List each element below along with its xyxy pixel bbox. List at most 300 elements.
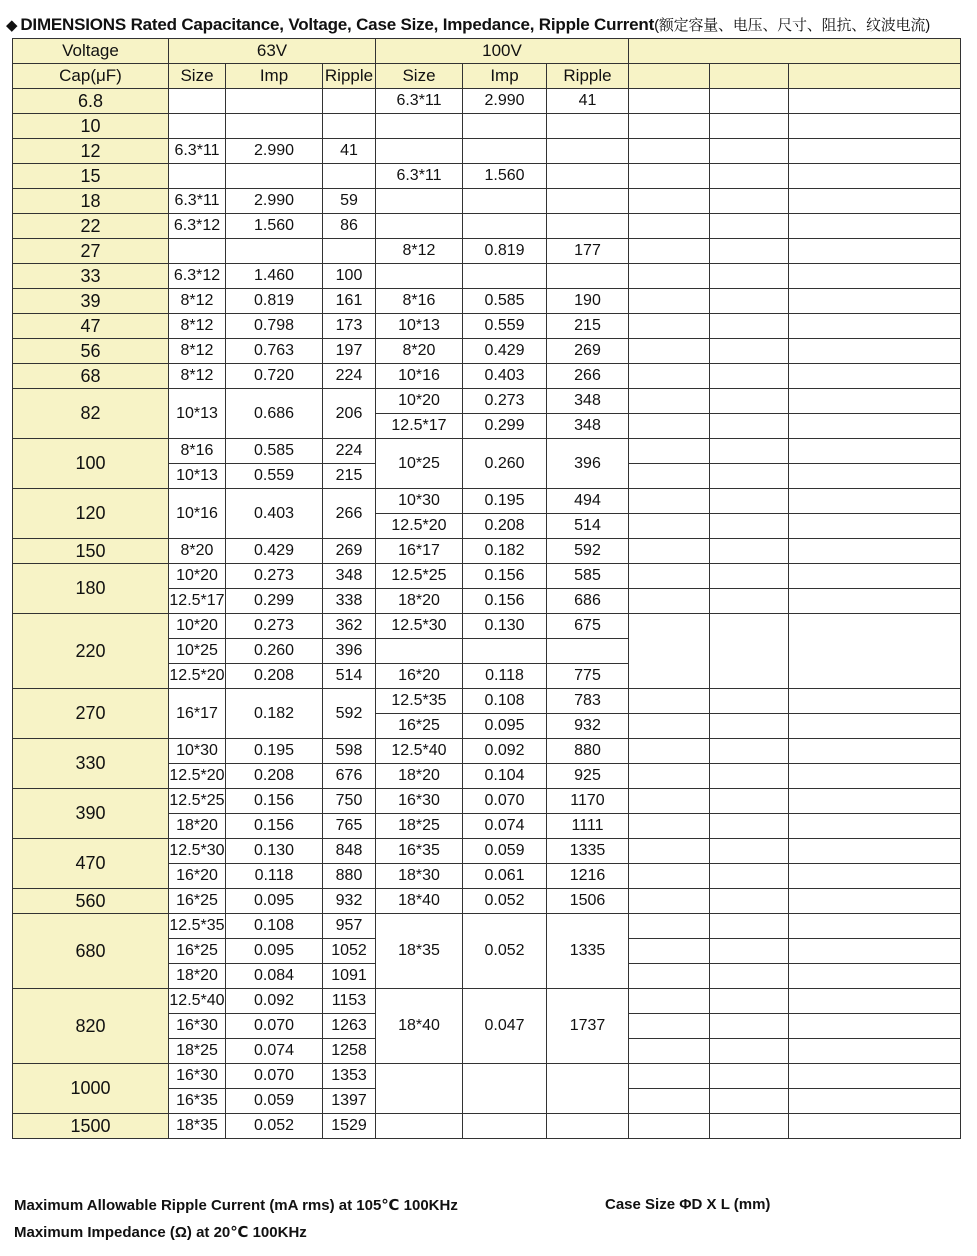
v100-imp: 0.095 [463, 714, 547, 739]
cap-value: 27 [13, 239, 169, 264]
v100-ripple: 190 [547, 289, 629, 314]
v63-ripple: 338 [323, 589, 376, 614]
empty-cell [629, 539, 710, 564]
v63-size: 16*25 [169, 889, 226, 914]
v63-imp: 0.208 [226, 664, 323, 689]
v63-empty-cell [169, 164, 226, 189]
v63-size: 6.3*12 [169, 214, 226, 239]
v100-ripple [547, 639, 629, 664]
empty-cell [789, 814, 961, 839]
v100-size: 18*40 [376, 989, 463, 1064]
table-row [13, 89, 961, 114]
empty-cell [789, 1089, 961, 1114]
empty-cell [710, 914, 789, 939]
empty-cell [710, 1014, 789, 1039]
table-row [13, 689, 961, 714]
cap-value: 18 [13, 189, 169, 214]
v63-size: 10*13 [169, 389, 226, 439]
v100-ripple: 775 [547, 664, 629, 689]
v63-ripple: 514 [323, 664, 376, 689]
v100-ripple: 592 [547, 539, 629, 564]
empty-cell [710, 789, 789, 814]
v100-size: 10*13 [376, 314, 463, 339]
cap-value: 15 [13, 164, 169, 189]
v63-size: 8*12 [169, 289, 226, 314]
empty-cell [789, 414, 961, 439]
empty-cell [789, 439, 961, 464]
v63-ripple: 269 [323, 539, 376, 564]
v63-empty-cell [226, 89, 323, 114]
v63-ripple: 1529 [323, 1114, 376, 1139]
v63-ripple: 598 [323, 739, 376, 764]
v100-ripple: 932 [547, 714, 629, 739]
v100-imp: 0.260 [463, 439, 547, 489]
v100-imp: 0.104 [463, 764, 547, 789]
empty-cell [629, 139, 710, 164]
empty-cell [789, 564, 961, 589]
v100-ripple: 1737 [547, 989, 629, 1064]
empty-cell [789, 989, 961, 1014]
v63-ripple: 266 [323, 489, 376, 539]
empty-cell [789, 189, 961, 214]
v63-imp: 0.052 [226, 1114, 323, 1139]
v63-imp: 0.585 [226, 439, 323, 464]
empty-cell [710, 839, 789, 864]
v63-size: 16*35 [169, 1089, 226, 1114]
v100-size: 12.5*25 [376, 564, 463, 589]
empty-cell [789, 739, 961, 764]
v100-ripple: 396 [547, 439, 629, 489]
v63-ripple: 676 [323, 764, 376, 789]
v63-ripple: 880 [323, 864, 376, 889]
v63-size: 16*25 [169, 939, 226, 964]
v63-empty-cell [226, 164, 323, 189]
v63-imp: 0.299 [226, 589, 323, 614]
cap-value: 33 [13, 264, 169, 289]
v63-imp: 0.156 [226, 789, 323, 814]
imp-header: Imp [226, 64, 323, 89]
v100-empty-cell [463, 1114, 547, 1139]
empty-cell [710, 714, 789, 739]
cap-value: 330 [13, 739, 169, 789]
table-row [13, 239, 961, 264]
v63-imp: 1.460 [226, 264, 323, 289]
v100-empty-cell [376, 264, 463, 289]
v63-empty-cell [323, 114, 376, 139]
table-row [13, 264, 961, 289]
v100-empty-cell [547, 1064, 629, 1114]
empty-cell [789, 889, 961, 914]
section-title [6, 12, 930, 38]
v63-size: 16*17 [169, 689, 226, 739]
v63-imp: 0.559 [226, 464, 323, 489]
v63-imp: 0.763 [226, 339, 323, 364]
v63-ripple: 1263 [323, 1014, 376, 1039]
empty-cell [789, 164, 961, 189]
empty-cell [629, 439, 710, 464]
v100-size: 18*30 [376, 864, 463, 889]
v100-size: 12.5*20 [376, 514, 463, 539]
empty-cell [789, 314, 961, 339]
table-row [13, 739, 961, 764]
table-row [13, 914, 961, 939]
v100-size: 16*17 [376, 539, 463, 564]
v63-size: 6.3*12 [169, 264, 226, 289]
empty-cell [629, 1114, 710, 1139]
v63-imp: 2.990 [226, 139, 323, 164]
v63-imp: 0.130 [226, 839, 323, 864]
v100-ripple: 215 [547, 314, 629, 339]
v100-imp: 0.061 [463, 864, 547, 889]
v63-ripple: 765 [323, 814, 376, 839]
v63-size: 16*20 [169, 864, 226, 889]
v63-imp: 0.108 [226, 914, 323, 939]
empty-cell [710, 1114, 789, 1139]
empty-header [789, 64, 961, 89]
v100-empty-cell [463, 264, 547, 289]
ripple-header: Ripple [323, 64, 376, 89]
v100-imp: 0.273 [463, 389, 547, 414]
v63-ripple: 932 [323, 889, 376, 914]
table-row [13, 489, 961, 514]
v63-imp: 0.195 [226, 739, 323, 764]
empty-cell [629, 889, 710, 914]
v100-size: 18*35 [376, 914, 463, 989]
v63-size: 12.5*40 [169, 989, 226, 1014]
v63-empty-cell [323, 164, 376, 189]
table-row [13, 339, 961, 364]
empty-cell [789, 1064, 961, 1089]
table-row [13, 314, 961, 339]
v100-size: 12.5*35 [376, 689, 463, 714]
v63-ripple: 41 [323, 139, 376, 164]
empty-cell [710, 264, 789, 289]
empty-cell [710, 1089, 789, 1114]
v63-size: 10*30 [169, 739, 226, 764]
empty-cell [629, 1039, 710, 1064]
table-row [13, 539, 961, 564]
empty-cell [629, 214, 710, 239]
empty-cell [629, 789, 710, 814]
v100-ripple: 514 [547, 514, 629, 539]
empty-cell [710, 414, 789, 439]
empty-cell [629, 564, 710, 589]
empty-cell [710, 589, 789, 614]
table-row [13, 189, 961, 214]
v63-ripple: 173 [323, 314, 376, 339]
v63-empty-cell [226, 114, 323, 139]
v63-ripple: 848 [323, 839, 376, 864]
cap-value: 39 [13, 289, 169, 314]
v63-ripple: 1153 [323, 989, 376, 1014]
empty-cell [629, 264, 710, 289]
empty-cell [629, 964, 710, 989]
empty-cell [710, 939, 789, 964]
v100-size: 16*20 [376, 664, 463, 689]
v63-imp: 0.260 [226, 639, 323, 664]
empty-cell [789, 914, 961, 939]
empty-cell [710, 289, 789, 314]
v100-ripple: 880 [547, 739, 629, 764]
v63-ripple: 224 [323, 439, 376, 464]
v63-size: 18*25 [169, 1039, 226, 1064]
v63-imp: 0.095 [226, 939, 323, 964]
v63-empty-cell [323, 89, 376, 114]
table-row [13, 1064, 961, 1089]
empty-cell [710, 1039, 789, 1064]
empty-cell [789, 964, 961, 989]
table-row [13, 164, 961, 189]
v100-imp [463, 639, 547, 664]
v100-empty-cell [547, 189, 629, 214]
v100-imp: 0.559 [463, 314, 547, 339]
v63-size: 10*16 [169, 489, 226, 539]
empty-cell [789, 839, 961, 864]
empty-cell [710, 339, 789, 364]
v100-ripple: 1111 [547, 814, 629, 839]
voltage-header: Voltage [13, 39, 169, 64]
table-row [13, 889, 961, 914]
v63-ripple: 957 [323, 914, 376, 939]
v100-imp: 0.130 [463, 614, 547, 639]
empty-cell [789, 114, 961, 139]
v63-size: 6.3*11 [169, 189, 226, 214]
empty-cell [629, 189, 710, 214]
diamond-icon: ◆ [6, 17, 18, 34]
v100-empty-cell [376, 189, 463, 214]
cap-value: 47 [13, 314, 169, 339]
case-size-footnote: Case Size ΦD X L (mm) [605, 1196, 771, 1213]
v100-imp: 2.990 [463, 89, 547, 114]
empty-cell [629, 839, 710, 864]
title-bold: DIMENSIONS [20, 15, 127, 34]
empty-cell [789, 764, 961, 789]
empty-cell [629, 1089, 710, 1114]
v63-empty-cell [169, 89, 226, 114]
v100-size [376, 639, 463, 664]
table-row [13, 139, 961, 164]
v100-size: 10*25 [376, 439, 463, 489]
empty-cell [629, 364, 710, 389]
empty-cell [629, 864, 710, 889]
v63-imp: 0.070 [226, 1064, 323, 1089]
v63-ripple: 1353 [323, 1064, 376, 1089]
empty-cell [629, 464, 710, 489]
v100-size: 10*20 [376, 389, 463, 414]
v100-size: 8*12 [376, 239, 463, 264]
v63-size: 10*13 [169, 464, 226, 489]
voltage-63v-header: 63V [169, 39, 376, 64]
empty-cell [710, 964, 789, 989]
v63-size: 10*25 [169, 639, 226, 664]
v100-size: 12.5*17 [376, 414, 463, 439]
empty-cell [789, 939, 961, 964]
v63-size: 6.3*11 [169, 139, 226, 164]
v63-empty-cell [169, 114, 226, 139]
empty-cell [789, 614, 961, 689]
empty-cell [629, 689, 710, 714]
v63-size: 10*20 [169, 564, 226, 589]
v100-empty-cell [376, 1064, 463, 1114]
v63-size: 18*35 [169, 1114, 226, 1139]
empty-cell [629, 514, 710, 539]
voltage-100v-header: 100V [376, 39, 629, 64]
empty-cell [629, 1064, 710, 1089]
v63-ripple: 59 [323, 189, 376, 214]
empty-cell [710, 514, 789, 539]
size-header: Size [169, 64, 226, 89]
table-row [13, 439, 961, 464]
empty-cell [710, 564, 789, 589]
v63-ripple: 206 [323, 389, 376, 439]
cap-value: 680 [13, 914, 169, 989]
v100-imp: 0.074 [463, 814, 547, 839]
empty-cell [629, 339, 710, 364]
empty-cell [629, 764, 710, 789]
empty-cell [789, 864, 961, 889]
v63-size: 8*16 [169, 439, 226, 464]
v100-imp: 0.819 [463, 239, 547, 264]
v63-imp: 0.819 [226, 289, 323, 314]
v100-empty-cell [547, 114, 629, 139]
empty-cell [710, 889, 789, 914]
v100-empty-cell [547, 264, 629, 289]
empty-cell [710, 539, 789, 564]
empty-cell [629, 489, 710, 514]
cap-value: 270 [13, 689, 169, 739]
v100-imp: 0.182 [463, 539, 547, 564]
v100-ripple [547, 164, 629, 189]
empty-cell [710, 364, 789, 389]
v63-imp: 0.208 [226, 764, 323, 789]
cap-value: 12 [13, 139, 169, 164]
v100-imp: 0.195 [463, 489, 547, 514]
empty-cell [789, 1039, 961, 1064]
cap-value: 82 [13, 389, 169, 439]
v63-imp: 0.084 [226, 964, 323, 989]
v100-imp: 0.092 [463, 739, 547, 764]
empty-cell [789, 289, 961, 314]
v63-imp: 0.156 [226, 814, 323, 839]
v63-ripple: 161 [323, 289, 376, 314]
empty-cell [789, 389, 961, 414]
v63-imp: 0.092 [226, 989, 323, 1014]
v100-size: 18*20 [376, 764, 463, 789]
empty-cell [710, 239, 789, 264]
empty-cell [710, 439, 789, 464]
v63-ripple: 224 [323, 364, 376, 389]
empty-cell [629, 114, 710, 139]
empty-cell [789, 464, 961, 489]
empty-cell [629, 914, 710, 939]
empty-cell [629, 614, 710, 689]
v63-size: 16*30 [169, 1014, 226, 1039]
v63-ripple: 348 [323, 564, 376, 589]
table-row [13, 989, 961, 1014]
v100-imp: 0.108 [463, 689, 547, 714]
v63-imp: 0.273 [226, 614, 323, 639]
v100-ripple: 41 [547, 89, 629, 114]
empty-cell [710, 864, 789, 889]
v100-ripple: 1335 [547, 839, 629, 864]
v63-size: 12.5*20 [169, 764, 226, 789]
v100-imp: 0.052 [463, 889, 547, 914]
empty-cell [710, 1064, 789, 1089]
empty-header [710, 64, 789, 89]
v63-ripple: 215 [323, 464, 376, 489]
v63-imp: 0.273 [226, 564, 323, 589]
v100-empty-cell [463, 189, 547, 214]
v100-size: 8*16 [376, 289, 463, 314]
v63-size: 12.5*20 [169, 664, 226, 689]
v100-empty-cell [376, 1114, 463, 1139]
empty-cell [789, 1014, 961, 1039]
cap-value: 22 [13, 214, 169, 239]
empty-cell [629, 164, 710, 189]
v63-ripple: 100 [323, 264, 376, 289]
imp-header: Imp [463, 64, 547, 89]
empty-cell [629, 89, 710, 114]
empty-cell [629, 1014, 710, 1039]
v100-imp: 1.560 [463, 164, 547, 189]
v100-empty-cell [547, 1114, 629, 1139]
empty-cell [710, 814, 789, 839]
v63-ripple: 1052 [323, 939, 376, 964]
empty-cell [629, 414, 710, 439]
column-header-row [13, 64, 961, 89]
v100-size: 6.3*11 [376, 89, 463, 114]
table-row [13, 564, 961, 589]
v100-imp: 0.059 [463, 839, 547, 864]
v100-imp: 0.052 [463, 914, 547, 989]
v100-ripple: 1335 [547, 914, 629, 989]
table-row [13, 289, 961, 314]
v100-empty-cell [376, 214, 463, 239]
empty-cell [789, 789, 961, 814]
v100-empty-cell [376, 114, 463, 139]
v100-empty-cell [463, 114, 547, 139]
v100-imp: 0.156 [463, 589, 547, 614]
impedance-footnote: Maximum Impedance (Ω) at 20℃ 100KHz [14, 1224, 307, 1241]
empty-cell [710, 389, 789, 414]
title-rest: Rated Capacitance, Voltage, Case Size, Impedance, Ripple Current [130, 15, 655, 34]
v63-imp: 0.403 [226, 489, 323, 539]
v63-imp: 0.095 [226, 889, 323, 914]
v100-ripple: 925 [547, 764, 629, 789]
empty-cell [629, 239, 710, 264]
v63-imp: 0.429 [226, 539, 323, 564]
v100-size: 6.3*11 [376, 164, 463, 189]
empty-cell [629, 989, 710, 1014]
empty-cell [789, 214, 961, 239]
v63-ripple: 362 [323, 614, 376, 639]
empty-cell [710, 489, 789, 514]
v63-ripple: 86 [323, 214, 376, 239]
v100-size: 10*30 [376, 489, 463, 514]
cap-value: 820 [13, 989, 169, 1064]
table-row [13, 214, 961, 239]
v63-imp: 1.560 [226, 214, 323, 239]
ripple-footnote: Maximum Allowable Ripple Current (mA rms) at 105℃ 100KHz [14, 1197, 458, 1214]
empty-cell [629, 314, 710, 339]
v63-size: 18*20 [169, 964, 226, 989]
v63-ripple: 1397 [323, 1089, 376, 1114]
v63-size: 12.5*35 [169, 914, 226, 939]
empty-cell [710, 614, 789, 689]
table-row [13, 839, 961, 864]
v63-imp: 0.118 [226, 864, 323, 889]
empty-cell [710, 139, 789, 164]
